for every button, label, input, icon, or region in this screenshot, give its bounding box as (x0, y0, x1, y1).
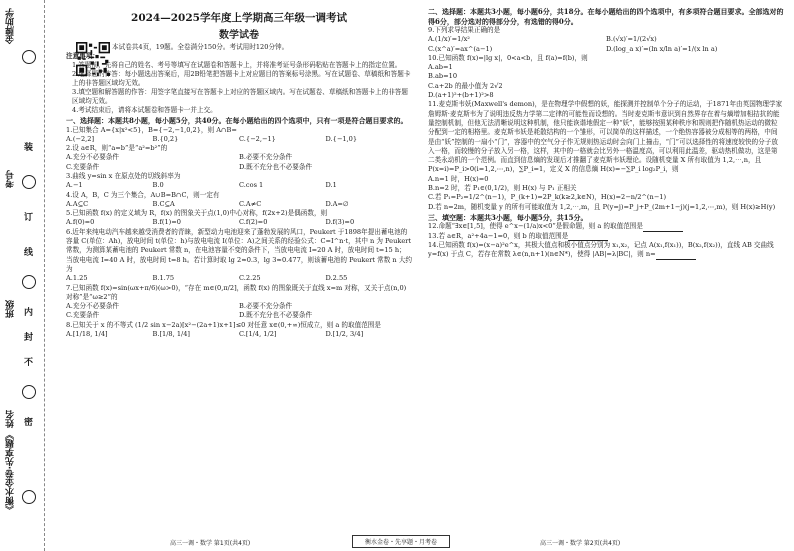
question-stem: 12.命题“∃x∈[1,5]，使得 e^x−(1/a)x<0”是假命题，则 a 的取值范围是 (428, 222, 643, 231)
binding-hole (22, 50, 36, 64)
brand-name: 《衡水金卷·先享题》 (6, 430, 16, 515)
name-label: 姓名 (6, 410, 16, 428)
seal-word: 密 (24, 418, 34, 428)
answer-option: C.2.25 (239, 274, 261, 283)
question-stem: 13.若 a∈R，a²+4a−1=0，则 b 的取值范围是 (428, 231, 569, 240)
seal-word: 不 (24, 358, 34, 368)
left-column (66, 6, 412, 339)
exam-title: 2024—2025学年度上学期高三年级一调考试 (131, 12, 347, 24)
right-column (428, 6, 784, 260)
answer-option: C.cos 1 (239, 181, 264, 190)
answer-option: D.既不充分也不必要条件 (239, 311, 313, 320)
answer-option: C.A≠C (239, 199, 262, 208)
answer-option: B.f(1)=0 (152, 218, 181, 227)
section-heading: 三、填空题：本题共3小题，每小题5分，共15分。 (428, 212, 588, 222)
answer-option: A.1.25 (66, 274, 88, 283)
notes-label: 注意事项： (66, 52, 99, 60)
answer-option: C.[1/4, 1/2] (239, 330, 277, 339)
question-stem: 8.已知关于 x 的不等式 (1/2 sin x−2a)[x²−(2a+1)x+1]≤0 对任意 x∈(0,+∞)恒成立，则 a 的取值范围是 (66, 320, 381, 329)
answer-option: D.既不充分也不必要条件 (239, 162, 313, 171)
answer-option: C.充要条件 (66, 162, 100, 171)
question-stem: 9.下列求导结果正确的是 (428, 26, 501, 34)
answer-option: D.若 n=2m，随机变量 y 的所有可能取值为 1,2,⋯,m，且 P(y=j)=P_j+P_(2m+1−j)(j=1,2,⋯,m)，则 H(x)≥H(y) (428, 202, 776, 211)
answer-option: D.A=∅ (325, 199, 349, 208)
binding-hole (22, 275, 36, 289)
answer-option: D.(a+1)²+(b+1)²>8 (428, 91, 494, 100)
answer-option: A.n=1 时，H(x)=0 (428, 174, 489, 183)
question-stem: 10.已知函数 f(x)=|lg x|，0<a<b，且 f(a)=f(b)，则 (428, 53, 588, 62)
section-heading: 一、选择题：本题共8小题，每小题5分，共40分。在每小题给出的四个选项中，只有一项是符合题目要求的。 (66, 116, 408, 125)
binding-hole (22, 175, 36, 189)
question-stem: 2.设 a∈R，则“a=b”是“a²=b²”的 (66, 144, 168, 153)
answer-option: D.[1/2, 3/4] (325, 330, 364, 339)
answer-option: B.{0,2} (152, 134, 179, 143)
answer-option: D.(log_a x)′=(ln x/ln a)′=1/(x ln a) (606, 44, 718, 53)
question-stem: 14.已知函数 f(x)=(x−a)²e^x，其极大值点和极小值点分别为 x₁,x₂，记点 A(x₁,f(x₁))，B(x₂,f(x₂))，直线 AB 交曲线 y=f(x) 于点 C，若存在常数 λ∈(n,n+1)(n∈N*)，使得 |AB|=λ|BC|，则 n= (428, 241, 774, 259)
answer-option: A.(1/x)′=1/x² (428, 35, 470, 44)
note-item: 4.考试结束后，请将本试题卷和答题卡一并上交。 (72, 106, 217, 114)
answer-option: B.C⊆A (152, 199, 175, 208)
answer-option: C.f(2)=0 (239, 218, 268, 227)
seal-word: 装 (24, 143, 34, 153)
class-label: 班级 (6, 300, 16, 318)
answer-option: B.1.75 (152, 274, 175, 283)
answer-option: D.1 (325, 181, 337, 190)
binding-hole (22, 490, 36, 504)
seal-word: 订 (24, 213, 34, 223)
answer-option: A.f(0)=0 (66, 218, 95, 227)
answer-option: A.(−2,2] (66, 134, 95, 143)
page-footer-left: 高三一调・数学 第1页(共4页) (170, 540, 251, 547)
brand-label: 金牌助学 (6, 8, 16, 44)
question-stem: 3.曲线 y=sin x 在原点处的切线斜率为 (66, 171, 181, 180)
question-stem: 6.近年来纯电动汽车越来越受消费者的青睐，新型动力电池迎来了蓬勃发展的风口，Peukert 于1898年提出蓄电池的容量 C(单位：Ah)，放电时间 t(单位：h)与放电电流 I(单位：A)之间关系的经验公式：C=I^n·t，其中 n 为 Peukert 常数，为测算某蓄电池的 Peukert 常数 n，在电池容量不变的条件下，当放电电流 I=20 A 时，放电时间 t=15 h；当放电电流 I=40 A 时，放电时间 t=8 h。若计算时取 lg 2≈0.3，lg 3≈0.477，则该蓄电池的 Peukert 常数 n 大约为 (66, 227, 412, 273)
answer-option: A.充分不必要条件 (66, 302, 120, 311)
page-footer-center: 衡水金卷・先享题・月考卷 (352, 535, 450, 548)
answer-option: B.0 (152, 181, 164, 190)
question-stem: 1.已知集合 A={x|x²<5}，B={−2,−1,0,2}，则 A∩B= (66, 125, 237, 134)
question-stem: 7.已知函数 f(x)=sin(ωx+π/6)(ω>0)，“存在 m∈(0,π/2]，函数 f(x) 的图象既关于直线 x=m 对称，又关于点(n,0)对称”是“ω≥2”的 (66, 283, 407, 301)
answer-option: D.f(3)=0 (325, 218, 355, 227)
note-item: 1.答题前，先将自己的姓名、考号等填写在试题卷和答题卡上，并将准考证号条形码粘贴在答题卡上的指定位置。 (72, 61, 402, 69)
page-footer-right: 高三一调・数学 第2页(共4页) (540, 540, 621, 547)
seal-word: 线 (24, 248, 34, 258)
student-id-label: 考号 (6, 170, 16, 188)
seal-word: 封 (24, 333, 34, 343)
answer-option: B.(√x)′=1/(2√x) (606, 35, 657, 44)
answer-option: B.[1/8, 1/4] (152, 330, 191, 339)
answer-option: A.A⊆C (66, 199, 89, 208)
section-heading: 二、选择题：本题共3小题，每小题6分，共18分。在每小题给出的四个选项中，有多项符合题目要求。全部选对的得6分，部分选对的得部分分，有选错的得0分。 (428, 7, 784, 26)
question-stem: 5.已知函数 f(x) 的定义域为 R，f(x) 的图象关于点(1,0)中心对称，f(2x+2)是偶函数，则 (66, 209, 328, 218)
note-item: 3.填空题和解答题的作答：用签字笔直接写在答题卡上对应的答题区域内。写在试题卷、草稿纸和答题卡上的非答题区域均无效。 (72, 88, 408, 105)
exam-subject: 数学试卷 (219, 30, 259, 41)
binding-margin (0, 0, 45, 551)
answer-option: D.{−1,0} (325, 134, 358, 143)
answer-option: A.充分不必要条件 (66, 153, 120, 162)
answer-option: A.−1 (66, 181, 83, 190)
answer-option: B.必要不充分条件 (239, 153, 293, 162)
answer-blank[interactable] (656, 252, 696, 260)
answer-option: C.(x^a)′=ax^(a−1) (428, 44, 493, 53)
question-stem: 4.设 A，B，C 为三个集合，A∪B=B∩C，则一定有 (66, 190, 220, 199)
answer-option: A.[1/18, 1/4] (66, 330, 108, 339)
answer-option: B.必要不充分条件 (239, 302, 293, 311)
answer-blank[interactable] (643, 224, 683, 232)
answer-option: B.n=2 时，若 P₁∈(0,1/2)，则 H(x) 与 P₁ 正相关 (428, 184, 577, 193)
answer-option: C.充要条件 (66, 311, 100, 320)
answer-blank[interactable] (568, 233, 608, 241)
answer-option: A.ab=1 (428, 63, 453, 72)
answer-option: C.若 P₁=P₂=1/2^(n−1)，P_(k+1)=2P_k(k≥2,k∈N)，H(x)=2−n/2^(n−1) (428, 193, 667, 202)
answer-option: C.{−2,−1} (239, 134, 276, 143)
answer-option: B.ab=10 (428, 72, 458, 81)
note-item: 2.选择题的作答：每小题选出答案后，用2B铅笔把答题卡上对应题目的答案标号涂黑。写在试题卷、草稿纸和答题卡上的非答题区域均无效。 (72, 70, 411, 87)
exam-info: 本试卷共4页，19题。全卷满分150分。考试用时120分钟。 (112, 43, 289, 51)
seal-word: 内 (24, 308, 34, 318)
question-stem: 11.麦克斯韦妖(Maxwell's demon)，是在物理学中假想的妖，能探测并控制单个分子的运动，于1871年由英国物理学家詹姆斯·麦克斯韦为了说明违反热力学第二定律的可能性而设想的。当时麦克斯韦意识到自然界存在着与熵增加相拮抗的能量控制机制，但他无法清晰说明这种机制，他只能诙谐地假定一种“妖”，能够按照某种秩序和规则把作随机热运动的微粒分配到一定的相格里。麦克斯韦妖是耗散结构的一个雏形，可以简单的这样描述，一个绝热容器被分成相等的两格，中间是由“妖”控制的一扇小“门”，容器中的空气分子作无规则热运动时会向门上撞击，“门”可以选择性的将速度较快的分子放入一格，而较慢的分子放入另一格，这样，其中的一格就会比另外一格温度高，可以利用此温差，驱动热机做功，这是第二类永动机的一个范例。而直到信息熵的发现后才推翻了麦克斯韦妖理论。设随机变量 X 所有取值为 1,2,⋯,n，且 P(x=i)=P_i>0(i=1,2,⋯,n)，∑P_i=1，定义 X 的信息熵 H(x)=−∑P_i log₂P_i，则 (428, 100, 783, 174)
answer-option: C.a+2b 的最小值为 2√2 (428, 81, 503, 90)
answer-option: D.2.55 (325, 274, 348, 283)
binding-hole (22, 385, 36, 399)
